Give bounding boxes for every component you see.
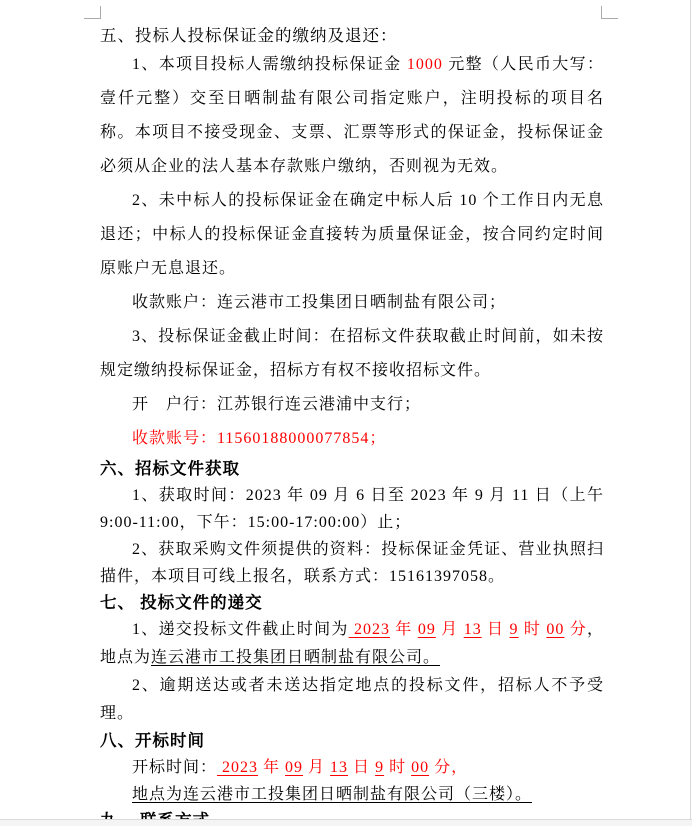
section-5-paragraph-2	[100, 184, 604, 286]
text-run: 9	[375, 759, 385, 776]
text-run: 八、开标时间	[100, 731, 205, 750]
text-run: 3、投标保证金截止时间：在招标文件获取截止时间前，如未按规定缴纳投标保证金，招标方有权不接收招标文件。	[100, 328, 604, 379]
text-run: ，地点为	[100, 621, 604, 666]
section-6-paragraph-1	[100, 482, 604, 536]
text-run: 13	[330, 759, 349, 776]
text-run: 13	[463, 621, 482, 638]
text-run: 日	[348, 759, 376, 776]
section-5-paragraph-3	[100, 320, 604, 388]
text-run: 1、本项目投标人需缴纳投标保证金	[132, 56, 407, 73]
section-8-location-line	[100, 781, 604, 808]
text-run: ，	[451, 759, 469, 776]
text-run: 2023	[217, 759, 259, 776]
text-run: 1000	[406, 56, 443, 73]
text-run: 收款账户：连云港市工投集团日晒制盐有限公司；	[132, 294, 507, 311]
text-run: 地点为连云港市工投集团日晒制盐有限公司（三楼）。	[132, 786, 533, 803]
text-run: 09	[285, 759, 304, 776]
section-5-account-number-line	[100, 422, 604, 456]
section-7-paragraph-1	[100, 616, 604, 672]
text-run: 09	[417, 621, 436, 638]
section-8-heading	[100, 728, 604, 754]
text-run: 9	[509, 621, 519, 638]
text-run: 1、递交投标文件截止时间为	[132, 621, 349, 638]
margin-crop-mark-top-right	[601, 6, 618, 19]
section-8-time-line	[100, 754, 604, 781]
text-run: 月	[303, 759, 331, 776]
text-run: 00	[546, 621, 565, 638]
section-6-paragraph-2	[100, 536, 604, 590]
text-run: 收款账号：11560188000077854；	[132, 430, 387, 447]
text-run: 月	[435, 621, 464, 638]
text-run: 年	[258, 759, 286, 776]
window-background-strip	[0, 820, 692, 826]
text-run: 时	[518, 621, 547, 638]
text-run: 2、逾期送达或者未送达指定地点的投标文件，招标人不予受理。	[100, 677, 604, 722]
section-7-paragraph-2	[100, 672, 604, 728]
text-run: 七、 投标文件的递交	[100, 593, 263, 612]
margin-crop-mark-top-left	[84, 6, 101, 19]
text-run: 年	[389, 621, 418, 638]
text-run: 元整（人民币大写：壹仟元整）交至日晒制盐有限公司指定账户，注明投标的项目名称。本项目不接受现金、支票、汇票等形式的保证金，投标保证金必须从企业的法人基本存款账户缴纳，否则视为无效。	[100, 56, 604, 175]
text-run: 日	[481, 621, 510, 638]
text-run: 开标时间：	[132, 759, 218, 776]
text-run: 2023	[348, 621, 390, 638]
section-5-heading	[100, 24, 604, 48]
text-run: 00	[411, 759, 430, 776]
text-run: 分	[564, 621, 587, 638]
text-run: 分	[429, 759, 452, 776]
text-run: 五、投标人投标保证金的缴纳及退还：	[100, 26, 398, 45]
text-run: 时	[384, 759, 412, 776]
section-5-paragraph-1	[100, 48, 604, 184]
text-run: 六、招标文件获取	[100, 459, 240, 478]
text-run: 1、获取时间：2023 年 09 月 6 日至 2023 年 9 月 11 日（上午 9:00-11:00，下午：15:00-17:00:00）止；	[100, 487, 604, 531]
section-6-heading	[100, 456, 604, 482]
text-run: 2、未中标人的投标保证金在确定中标人后 10 个工作日内无息退还；中标人的投标保证金直接转为质量保证金，按合同约定时间原账户无息退还。	[100, 192, 604, 277]
section-5-payee-account-line	[100, 286, 604, 320]
text-run: 开 户行：江苏银行连云港浦中支行；	[132, 396, 422, 413]
text-run: 连云港市工投集团日晒制盐有限公司。	[151, 649, 441, 666]
document-content	[100, 24, 604, 826]
section-5-bank-line	[100, 388, 604, 422]
text-run: 2、获取采购文件须提供的资料：投标保证金凭证、营业执照扫描件，本项目可线上报名，联系方式：15161397058。	[100, 541, 604, 585]
section-7-heading	[100, 590, 604, 616]
page-right-edge	[690, 0, 691, 826]
